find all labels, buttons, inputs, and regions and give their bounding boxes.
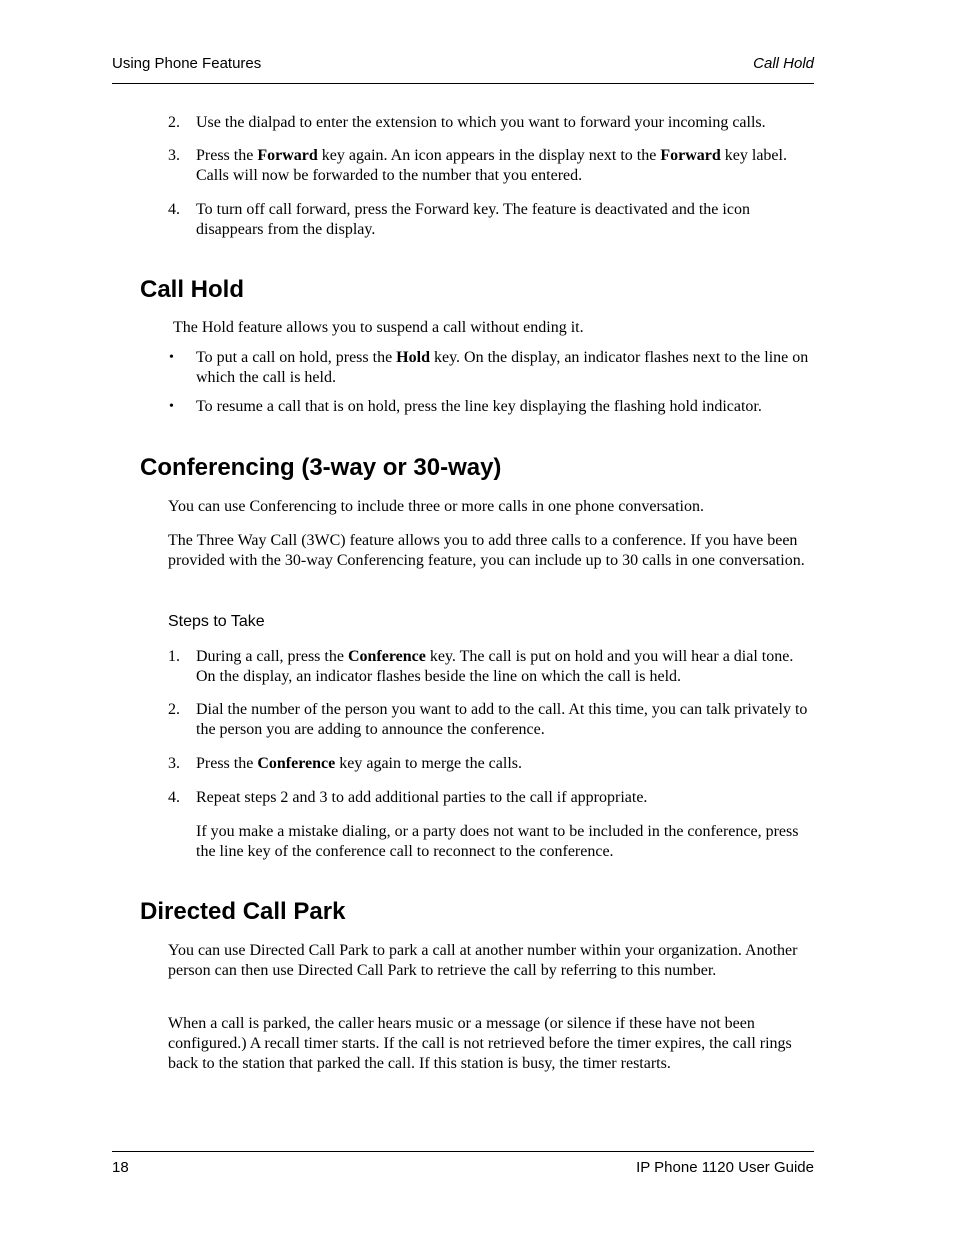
item-marker: • — [169, 399, 174, 414]
item-text — [196, 647, 814, 687]
conferencing-description: The Three Way Call (3WC) feature allows you to add three calls to a conference. If you have been provided with the 30-way Conferencing feature, you can include up to 30 calls in one conversation. — [168, 532, 805, 569]
bold-term: Hold — [396, 349, 430, 366]
item-text — [196, 348, 814, 388]
header-section-title: Using Phone Features — [112, 55, 262, 72]
text-run: Repeat steps 2 and 3 to add additional parties to the call if appropriate. — [196, 789, 648, 806]
item-marker: 4. — [168, 789, 180, 806]
text-run: key. The call is put on hold and you will hear a dial tone. On the display, an indicator flashes beside the line on which the call is held. — [196, 648, 794, 685]
bold-term: Conference — [257, 755, 336, 772]
guide-title: IP Phone 1120 User Guide — [636, 1159, 814, 1176]
item-marker: • — [169, 350, 174, 365]
bold-term: Conference — [347, 648, 426, 665]
header-topic-title: Call Hold — [753, 55, 814, 72]
page-number: 18 — [112, 1159, 129, 1176]
text-run: To put a call on hold, press the — [196, 349, 397, 366]
call-hold-intro: The Hold feature allows you to suspend a call without ending it. — [173, 319, 584, 336]
text-run: Dial the number of the person you want to add to the call. At this time, you can talk privately to the person you are adding to announce the conference. — [196, 701, 808, 738]
item-text — [196, 200, 814, 240]
text-run: Press the — [196, 147, 258, 164]
text-run: key label. Calls will now be forwarded to the number that you entered. — [196, 147, 787, 184]
item-marker: 1. — [168, 648, 180, 665]
text-run: key. On the display, an indicator flashes next to the line on which the call is held. — [196, 349, 809, 386]
steps-heading: Steps to Take — [168, 613, 265, 630]
call-park-intro: You can use Directed Call Park to park a call at another number within your organization. Another person can then use Directed Call Park to retrieve the call by referring to this number. — [168, 942, 798, 979]
item-text — [196, 146, 814, 186]
item-text — [196, 113, 814, 133]
text-run: key again to merge the calls. — [335, 755, 522, 772]
header-rule — [112, 83, 814, 84]
item-marker: 3. — [168, 147, 180, 164]
bold-term: Forward — [660, 147, 721, 164]
item-text — [196, 700, 814, 740]
conferencing-heading: Conferencing (3-way or 30-way) — [140, 454, 502, 481]
text-run: Use the dialpad to enter the extension to which you want to forward your incoming calls. — [196, 114, 766, 131]
text-run: Press the — [196, 755, 258, 772]
call-hold-heading: Call Hold — [140, 276, 245, 303]
item-text — [196, 754, 814, 774]
item-text — [196, 788, 814, 808]
item-marker: 2. — [168, 701, 180, 718]
call-park-description: When a call is parked, the caller hears music or a message (or silence if these have not been configured.) A recall timer starts. If the call is not retrieved before the timer expires, the call rings back to the station that parked the call. If this station is busy, the timer restarts. — [168, 1015, 792, 1072]
text-run: key again. An icon appears in the display next to the — [317, 147, 661, 164]
text-run: To resume a call that is on hold, press the line key displaying the flashing hold indicator. — [196, 398, 762, 415]
conferencing-intro: You can use Conferencing to include three or more calls in one phone conversation. — [168, 498, 704, 515]
item-marker: 3. — [168, 755, 180, 772]
conference-note: If you make a mistake dialing, or a party does not want to be included in the conference, press the line key of the conference call to reconnect to the conference. — [196, 823, 799, 860]
page-header — [112, 55, 814, 75]
page-footer — [112, 1159, 814, 1179]
item-marker: 4. — [168, 201, 180, 218]
bold-term: Forward — [257, 147, 318, 164]
item-marker: 2. — [168, 114, 180, 131]
text-run: To turn off call forward, press the Forward key. The feature is deactivated and the icon disappears from the display. — [196, 201, 750, 238]
item-text — [196, 397, 814, 417]
footer-rule — [112, 1151, 814, 1152]
text-run: During a call, press the — [196, 648, 348, 665]
directed-call-park-heading: Directed Call Park — [140, 898, 346, 925]
